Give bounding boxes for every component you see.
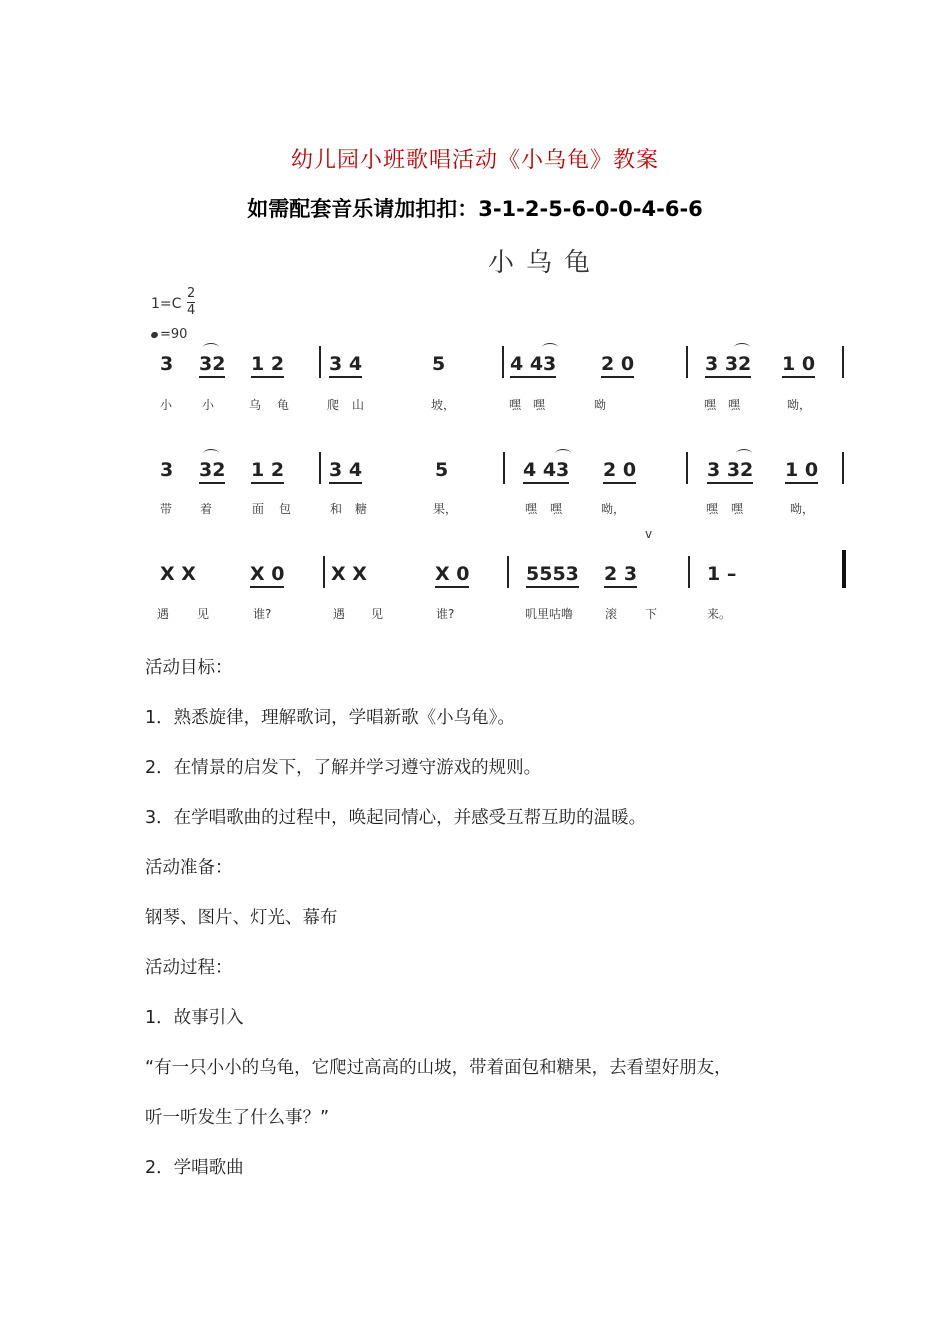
note-group: 3 32 [707,459,753,484]
bar-line [319,346,321,378]
lyric-syllable: 遇 [157,607,170,621]
lyric-syllable: 呦 [594,398,607,412]
lyric-syllable: 带 [160,502,173,516]
note-group: 5 [435,459,449,481]
note-group: 1 0 [785,459,818,484]
lyric-syllable: 面 [252,502,265,516]
note-group: X 0 [435,563,469,588]
lyric-syllable: 谁? [436,607,455,621]
story-text-line-2: 听一听发生了什么事？” [145,1108,330,1128]
note-group: 5 [432,353,446,375]
bar-line [502,346,504,378]
section-heading-process: 活动过程： [145,958,233,978]
lyric-syllable: 嘿 [533,398,546,412]
slur-mark [203,343,219,352]
note-group: 3 4 [329,353,362,378]
document-subtitle: 如需配套音乐请加扣扣：3-1-2-5-6-0-0-4-6-6 [247,197,703,221]
bar-line [507,556,509,588]
lyric-syllable: 爬 [327,398,340,412]
lyric-syllable: 糖 [355,502,368,516]
lyric-syllable: 嘿 [704,398,717,412]
note-group: X 0 [250,563,284,588]
bar-line [842,346,844,378]
bar-line [842,452,844,484]
note-group: 2 0 [603,459,636,484]
lyric-syllable: 嘿 [731,502,744,516]
lyric-syllable: 滚 [605,607,618,621]
note-group: 5553 [526,563,579,588]
lyric-syllable: 着 [200,502,213,516]
note-group: 32 [199,353,225,378]
lyric-syllable: 小 [202,398,215,412]
lyric-syllable: 龟 [277,398,290,412]
lyric-syllable: 呦， [601,502,626,516]
note-group: 4 43 [523,459,569,484]
song-title: 小乌龟 [487,248,602,278]
note-group: 1 2 [251,459,284,484]
lyric-syllable: 和 [330,502,343,516]
lyric-syllable: 嘿 [706,502,719,516]
final-bar-line [842,550,846,588]
key-signature: 1=C [151,296,182,312]
tempo-marking [151,327,187,342]
lyric-syllable: 见 [371,607,384,621]
goal-item-1: 1．熟悉旋律，理解歌词，学唱新歌《小乌龟》。 [145,708,515,728]
lyric-syllable: 果， [433,502,458,516]
lyric-syllable: 坡， [431,398,456,412]
music-score [145,240,850,620]
lyric-syllable: 包 [279,502,292,516]
lyric-syllable: 叽里咕噜 [525,607,574,621]
lyric-syllable: 遇 [333,607,346,621]
note-group: 2 3 [604,563,637,588]
note-group: 4 43 [510,353,556,378]
slur-mark [542,343,558,352]
tempo-value: =90 [160,327,188,342]
note-group: 3 [160,459,174,481]
lyric-syllable: 呦， [790,502,815,516]
note-group: X X [160,563,196,585]
process-step-2: 2．学唱歌曲 [145,1158,244,1178]
note-group: 1 0 [782,353,815,378]
lyric-syllable: 呦， [787,398,812,412]
bar-line [686,452,688,484]
lyric-syllable: 山 [352,398,365,412]
lyric-syllable: 嘿 [550,502,563,516]
note-group: X X [331,563,367,585]
breath-mark: v [645,527,653,541]
slur-mark [555,449,571,458]
preparation-text: 钢琴、图片、灯光、幕布 [145,908,338,928]
goal-item-2: 2．在情景的启发下，了解并学习遵守游戏的规则。 [145,758,542,778]
slur-mark [203,449,219,458]
note-group: 3 4 [329,459,362,484]
slur-mark [736,449,752,458]
lyric-syllable: 下 [645,607,658,621]
lyric-syllable: 乌 [249,398,262,412]
bar-line [503,452,505,484]
bar-line [686,346,688,378]
note-group: 3 [160,353,174,375]
bar-line [319,452,321,484]
story-text-line-1: “有一只小小的乌龟，它爬过高高的山坡，带着面包和糖果，去看望好朋友， [145,1058,732,1078]
lyric-syllable: 小 [160,398,173,412]
note-group: 2 0 [601,353,634,378]
lyric-syllable: 谁? [253,607,272,621]
process-step-1: 1．故事引入 [145,1008,244,1028]
goal-item-3: 3．在学唱歌曲的过程中，唤起同情心，并感受互帮互助的温暖。 [145,808,647,828]
note-group: 32 [199,459,225,484]
note-group: 1 – [707,563,737,585]
section-heading-preparation: 活动准备： [145,858,233,878]
lyric-syllable: 来。 [707,607,732,621]
section-heading-goals: 活动目标： [145,658,233,678]
time-signature [187,286,195,319]
lyric-syllable: 嘿 [525,502,538,516]
lyric-syllable: 嘿 [509,398,522,412]
bar-line [688,556,690,588]
note-group: 1 2 [251,353,284,378]
lyric-syllable: 嘿 [728,398,741,412]
time-signature-top: 2 [187,286,196,301]
slur-mark [734,343,750,352]
document-title: 幼儿园小班歌唱活动《小乌龟》教案 [290,148,659,173]
quarter-note-icon [150,331,159,339]
time-signature-bottom: 4 [187,303,196,318]
lyric-syllable: 见 [197,607,210,621]
bar-line [323,556,325,588]
note-group: 3 32 [705,353,751,378]
